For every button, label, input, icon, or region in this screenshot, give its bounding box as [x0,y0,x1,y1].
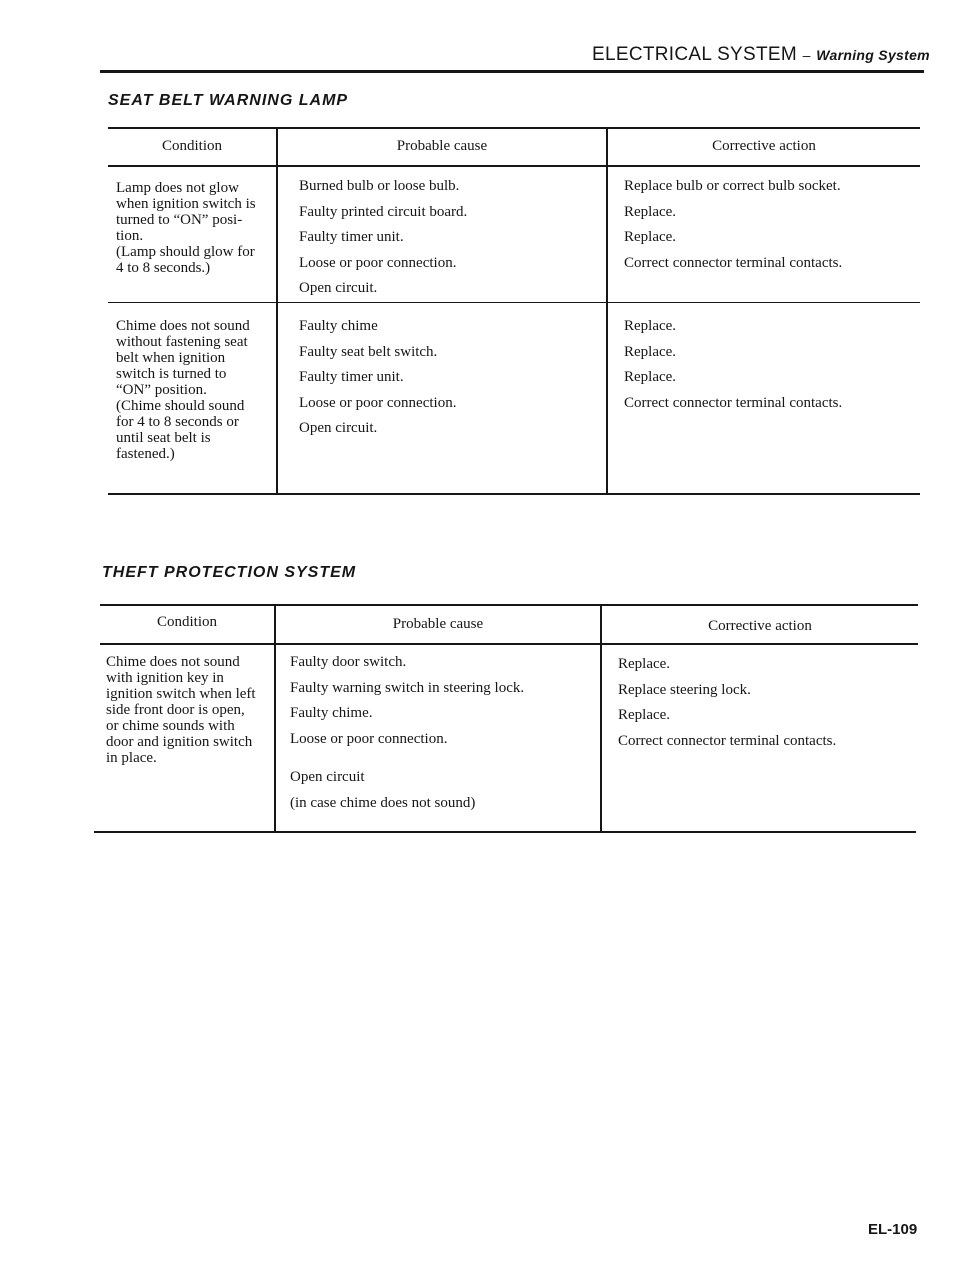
condition-line: Lamp does not glow [116,180,239,196]
condition-line: in place. [106,750,157,766]
action-item: Replace. [618,707,671,723]
table1-top-rule [108,127,920,129]
action-item: Replace. [624,369,677,385]
action-item: Replace bulb or correct bulb socket. [624,178,841,194]
cause-item: Faulty timer unit. [299,369,404,385]
action-item: Replace. [624,229,677,245]
table2-header-cause: Probable cause [392,616,484,632]
condition-line: without fastening seat [116,334,248,350]
condition-line: ignition switch when left [106,686,256,702]
table1-header-cause: Probable cause [396,138,488,154]
table2-column-divider-2 [600,604,602,833]
table1-column-divider-1 [276,127,278,495]
condition-line: for 4 to 8 seconds or [116,414,239,430]
cause-item: (in case chime does not sound) [290,794,476,811]
table1-header-action: Corrective action [712,138,816,154]
action-item: Replace. [624,203,677,220]
table1-bottom-rule [108,493,920,495]
cause-item: Faulty chime [299,318,378,334]
condition-line: fastened.) [116,446,175,462]
action-item: Correct connector terminal contacts. [624,254,843,271]
page-number: EL-109 [868,1221,918,1238]
table2-row1-causes [290,652,524,818]
table1-header-rule [108,165,920,167]
table2-header-action: Corrective action [708,618,812,634]
action-item: Replace steering lock. [618,681,751,698]
cause-item: Faulty seat belt switch. [299,343,438,360]
cause-item: Open circuit [290,769,365,785]
cause-item: Faulty chime. [290,705,373,721]
table1-row1-condition [116,180,256,276]
table2-top-rule [100,604,918,606]
table1-row1-causes [299,176,467,304]
cause-item: Loose or poor connection. [299,394,457,411]
condition-line: door and ignition switch [106,734,253,750]
cause-item: Faulty printed circuit board. [299,203,468,220]
table1-row2-actions [624,316,842,418]
condition-line: with ignition key in [106,670,224,686]
table2-header-condition: Condition [156,614,217,630]
condition-line: side front door is open, [106,702,245,718]
table1-row1-actions [624,176,842,278]
condition-line: when ignition switch is [116,196,256,212]
cause-item: Loose or poor connection. [290,730,448,747]
table2-column-divider-1 [274,604,276,833]
section-title-theft-protection: THEFT PROTECTION SYSTEM [102,564,357,581]
condition-line: turned to “ON” posi- [116,212,243,228]
action-item: Replace. [624,343,677,360]
table2-header-rule [100,643,918,645]
table1-row2-condition [116,318,250,462]
action-item: Replace. [618,656,671,672]
running-header [592,44,930,66]
table2-row1-condition [106,654,256,766]
cause-item: Faulty warning switch in steering lock. [290,679,525,696]
table1-column-divider-2 [606,127,608,495]
cause-item: Faulty timer unit. [299,229,404,245]
table2-row1-actions [618,654,836,756]
condition-line: Chime does not sound [116,318,250,334]
cause-item: Burned bulb or loose bulb. [299,178,460,194]
condition-line: (Chime should sound [116,398,245,414]
header-dash: – [802,47,811,63]
header-subtitle: Warning System [816,47,930,63]
condition-line: 4 to 8 seconds.) [116,260,211,276]
cause-spacer [290,754,524,767]
condition-line: or chime sounds with [106,718,235,734]
action-item: Correct connector terminal contacts. [624,394,843,411]
table1-row2-causes [299,316,456,444]
condition-line: “ON” position. [116,382,207,398]
cause-item: Open circuit. [299,420,378,436]
table2-bottom-rule [94,831,916,833]
header-title: ELECTRICAL SYSTEM [592,44,797,65]
section-title-seat-belt: SEAT BELT WARNING LAMP [108,92,349,109]
table1-row-divider [108,302,920,303]
condition-line: belt when ignition [116,350,226,366]
action-item: Correct connector terminal contacts. [618,732,837,749]
condition-line: Chime does not sound [106,654,240,670]
condition-line: tion. [116,228,144,244]
action-item: Replace. [624,318,677,334]
header-rule [100,70,924,73]
cause-item: Loose or poor connection. [299,254,457,271]
condition-line: switch is turned to [116,366,227,382]
condition-line: until seat belt is [116,430,211,446]
table1-header-condition: Condition [161,138,222,154]
cause-item: Faulty door switch. [290,654,407,670]
condition-line: (Lamp should glow for [116,244,255,260]
cause-item: Open circuit. [299,280,378,296]
